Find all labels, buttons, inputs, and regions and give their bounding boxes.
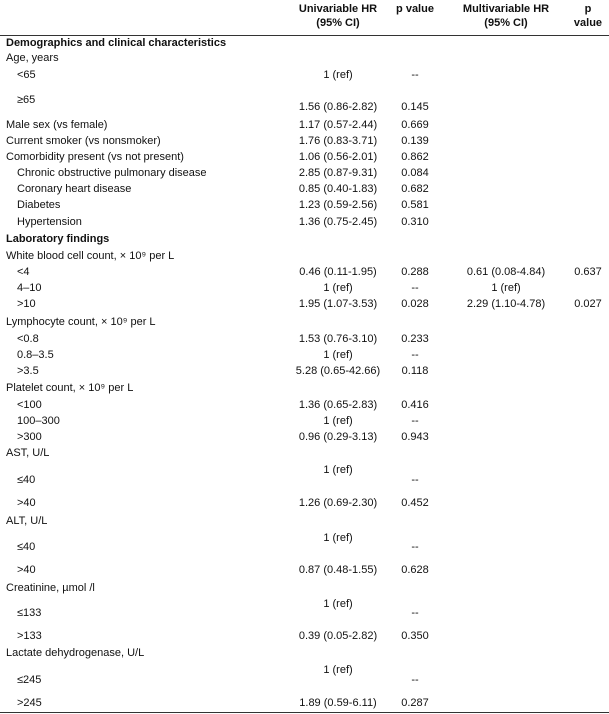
univariable-hr-cell: 1.36 (0.75-2.45) <box>298 216 378 228</box>
univariable-p-cell: -- <box>411 349 419 361</box>
row-label: ≤40 <box>17 474 36 486</box>
univariable-hr-cell: 0.46 (0.11-1.95) <box>299 266 377 278</box>
row-label: Creatinine, µmol /l <box>6 582 95 594</box>
header-rule <box>0 35 609 36</box>
univariable-p-cell: 0.288 <box>401 266 429 278</box>
univariable-p-cell: 0.943 <box>401 431 429 443</box>
univariable-hr-cell: 1.53 (0.76-3.10) <box>298 333 378 345</box>
row-label: >245 <box>17 697 42 709</box>
univariable-hr-header <box>283 2 393 30</box>
row-label: AST, U/L <box>6 447 50 459</box>
table-header <box>0 0 609 36</box>
univariable-p-cell: 0.139 <box>401 135 429 147</box>
row-label: Current smoker (vs nonsmoker) <box>6 135 161 147</box>
multivariable-hr-header <box>443 2 569 30</box>
univariable-hr-cell: 1 (ref) <box>323 464 353 476</box>
univariable-hr-cell: 1 (ref) <box>323 349 353 361</box>
section-heading: Demographics and clinical characteristics <box>6 37 227 49</box>
p-value2-header <box>570 2 606 30</box>
univariable-hr-cell: 2.85 (0.87-9.31) <box>298 167 378 179</box>
p-value-header <box>393 2 437 16</box>
univariable-hr-cell: 1.26 (0.69-2.30) <box>298 497 378 509</box>
univariable-p-cell: 0.118 <box>401 365 429 377</box>
row-label: >40 <box>17 564 36 576</box>
row-label: Comorbidity present (vs not present) <box>6 151 184 163</box>
row-label: ≤133 <box>17 607 42 619</box>
row-label: Hypertension <box>17 216 82 228</box>
multivariable-hr-header-text: Multivariable HR (95% CI) <box>462 3 550 29</box>
row-label: 0.8–3.5 <box>17 349 54 361</box>
multivariable-p-cell: 0.637 <box>574 266 602 278</box>
univariable-hr-cell: 0.96 (0.29-3.13) <box>298 431 378 443</box>
row-label: <65 <box>17 69 36 81</box>
row-label: <100 <box>17 399 42 411</box>
univariable-p-cell: -- <box>411 282 419 294</box>
row-label: Lactate dehydrogenase, U/L <box>6 647 145 659</box>
row-label: >40 <box>17 497 36 509</box>
row-label: >10 <box>17 298 36 310</box>
row-label: Coronary heart disease <box>17 183 132 195</box>
multivariable-p-cell: 0.027 <box>574 298 602 310</box>
p-value-header-text: p value <box>396 3 434 15</box>
univariable-p-cell: 0.084 <box>401 167 429 179</box>
univariable-p-cell: -- <box>411 69 419 81</box>
univariable-p-cell: 0.145 <box>401 101 429 113</box>
row-label: ≤245 <box>17 674 42 686</box>
bottom-rule <box>0 712 609 713</box>
row-label: Lymphocyte count, × 10⁹ per L <box>6 316 156 328</box>
univariable-p-cell: 0.669 <box>401 119 429 131</box>
univariable-hr-cell: 5.28 (0.65-42.66) <box>295 365 381 377</box>
univariable-hr-cell: 1 (ref) <box>323 415 353 427</box>
row-label: <4 <box>17 266 30 278</box>
univariable-p-cell: 0.287 <box>401 697 429 709</box>
univariable-hr-cell: 1 (ref) <box>323 598 353 610</box>
row-label: 100–300 <box>17 415 60 427</box>
univariable-hr-cell: 1.36 (0.65-2.83) <box>298 399 378 411</box>
univariable-hr-cell: 1.06 (0.56-2.01) <box>298 151 378 163</box>
univariable-hr-cell: 1.23 (0.59-2.56) <box>298 199 378 211</box>
multivariable-hr-cell: 0.61 (0.08-4.84) <box>466 266 546 278</box>
univariable-p-cell: -- <box>411 607 419 619</box>
univariable-p-cell: 0.350 <box>401 630 429 642</box>
univariable-p-cell: 0.452 <box>401 497 429 509</box>
multivariable-hr-cell: 1 (ref) <box>491 282 521 294</box>
univariable-p-cell: -- <box>411 541 419 553</box>
univariable-hr-cell: 0.85 (0.40-1.83) <box>298 183 378 195</box>
univariable-hr-cell: 1.17 (0.57-2.44) <box>298 119 378 131</box>
row-label: ≥65 <box>17 94 36 106</box>
univariable-hr-cell: 1.95 (1.07-3.53) <box>298 298 378 310</box>
row-label: >300 <box>17 431 42 443</box>
univariable-p-cell: -- <box>411 674 419 686</box>
univariable-hr-cell: 0.87 (0.48-1.55) <box>298 564 378 576</box>
univariable-p-cell: 0.028 <box>401 298 429 310</box>
univariable-p-cell: 0.862 <box>401 151 429 163</box>
row-label: Platelet count, × 10⁹ per L <box>6 382 134 394</box>
univariable-p-cell: 0.416 <box>401 399 429 411</box>
univariable-p-cell: 0.310 <box>401 216 429 228</box>
univariable-hr-cell: 1.56 (0.86-2.82) <box>298 101 378 113</box>
univariable-p-cell: 0.682 <box>401 183 429 195</box>
row-label: >3.5 <box>17 365 39 377</box>
univariable-hr-cell: 1.89 (0.59-6.11) <box>299 697 377 709</box>
univariable-hr-cell: 1 (ref) <box>323 282 353 294</box>
univariable-p-cell: -- <box>411 415 419 427</box>
row-label: <0.8 <box>17 333 39 345</box>
univariable-hr-header-text: Univariable HR (95% CI) <box>298 3 378 29</box>
univariable-hr-cell: 1 (ref) <box>323 69 353 81</box>
p-value2-header-text: p value <box>573 3 603 29</box>
univariable-p-cell: 0.628 <box>401 564 429 576</box>
univariable-hr-cell: 1.76 (0.83-3.71) <box>298 135 378 147</box>
row-label: Male sex (vs female) <box>6 119 108 131</box>
multivariable-hr-cell: 2.29 (1.10-4.78) <box>466 298 546 310</box>
section-heading: Laboratory findings <box>6 233 110 245</box>
row-label: Diabetes <box>17 199 61 211</box>
univariable-hr-cell: 1 (ref) <box>323 664 353 676</box>
row-label: Chronic obstructive pulmonary disease <box>17 167 207 179</box>
row-label: White blood cell count, × 10⁹ per L <box>6 250 175 262</box>
row-label: >133 <box>17 630 42 642</box>
univariable-p-cell: 0.581 <box>401 199 429 211</box>
row-label: ALT, U/L <box>6 515 48 527</box>
univariable-hr-cell: 1 (ref) <box>323 532 353 544</box>
row-label: 4–10 <box>17 282 42 294</box>
row-label: ≤40 <box>17 541 36 553</box>
univariable-hr-cell: 0.39 (0.05-2.82) <box>298 630 378 642</box>
univariable-p-cell: 0.233 <box>401 333 429 345</box>
univariable-p-cell: -- <box>411 474 419 486</box>
row-label: Age, years <box>6 52 59 64</box>
